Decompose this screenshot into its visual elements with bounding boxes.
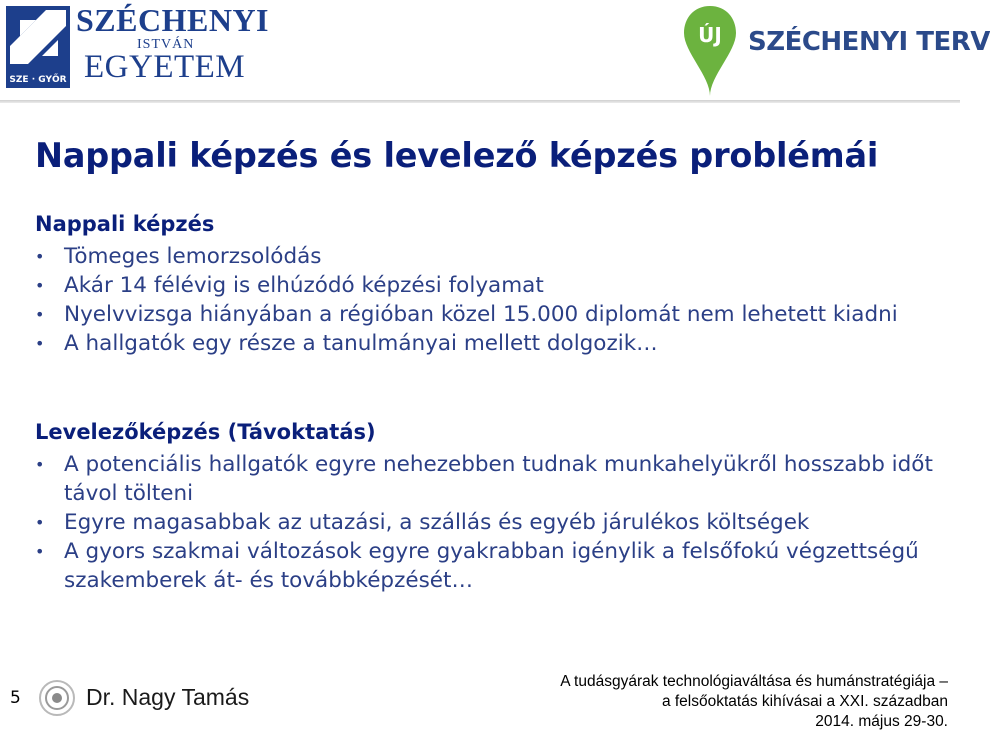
szechenyi-terv-pin-icon [680, 2, 740, 100]
logo-text-line2: ISTVÁN [137, 37, 195, 52]
logo-text-line1: SZÉCHENYI [76, 2, 269, 38]
logo-tag-text: SZE · GYŐR [9, 75, 67, 85]
bullet-list-distance [35, 450, 945, 595]
university-logo-mark [6, 6, 70, 88]
slide-title: Nappali képzés és levelező képzés problémái [35, 136, 879, 175]
bullet-list-daytime [35, 242, 945, 358]
logo-text-line3: EGYETEM [84, 49, 246, 85]
conference-info [560, 672, 948, 732]
szechenyi-terv-text: SZÉCHENYI TERV [748, 27, 990, 57]
list-item: • A potenciális hallgatók egyre nehezebben tudnak munkahelyükről hosszabb időt távol tölteni [35, 450, 945, 508]
section-heading-distance: Levelezőképzés (Távoktatás) [35, 420, 376, 444]
list-item: • A gyors szakmai változások egyre gyakrabban igénylik a felsőfokú végzettségű szakemberek át- és továbbképzését… [35, 537, 945, 595]
list-item: • Akár 14 félévig is elhúzódó képzési folyamat [35, 271, 945, 300]
conference-line-2: a felsőoktatás kihívásai a XXI. században [661, 693, 948, 710]
list-item: • A hallgatók egy része a tanulmányai mellett dolgozik… [35, 329, 945, 358]
list-item: • Tömeges lemorzsolódás [35, 242, 945, 271]
author-name: Dr. Nagy Tamás [86, 684, 250, 710]
new-badge-text: ÚJ [698, 23, 722, 47]
conference-date: 2014. május 29-30. [815, 713, 948, 730]
page-number: 5 [10, 688, 21, 708]
section-heading-daytime: Nappali képzés [35, 212, 215, 236]
conference-line-1: A tudásgyárak technológiaváltása és humánstratégiája – [560, 673, 948, 690]
emblem-icon [38, 677, 76, 719]
header-divider [0, 100, 960, 103]
list-item: • Nyelvvizsga hiányában a régióban közel 15.000 diplomát nem lehetett kiadni [35, 300, 945, 329]
list-item: • Egyre magasabbak az utazási, a szállás és egyéb járulékos költségek [35, 508, 945, 537]
